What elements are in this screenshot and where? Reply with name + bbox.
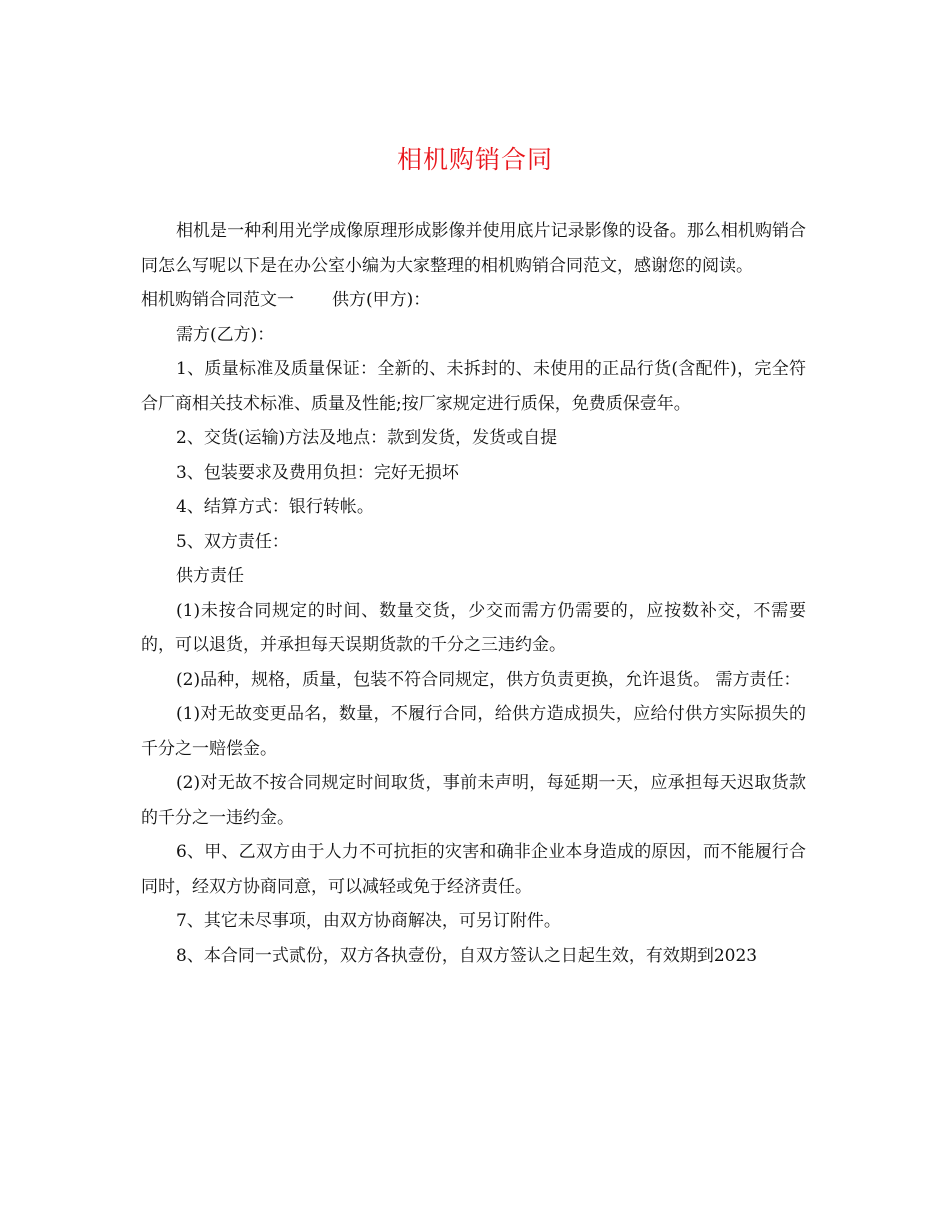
clause-4: 4、结算方式：银行转帐。 (176, 497, 374, 517)
supplier-duty-heading: 供方责任 (176, 566, 244, 586)
buyer-label: 需方(乙方)： (176, 324, 275, 345)
supplier-duty-2: (2)品种，规格，质量，包装不符合同规定，供方负责更换，允许退货。 需方责任： (176, 669, 801, 690)
intro-paragraph: 相机是一种利用光学成像原理形成影像并使用底片记录影像的设备。那么相机购销合同怎么写呢以下是在办公室小编为大家整理的相机购销合同范文，感谢您的阅读。 (141, 221, 806, 276)
clause-1: 1、质量标准及质量保证：全新的、未拆封的、未使用的正品行货(含配件)，完全符合厂商相关技术标准、质量及性能;按厂家规定进行质保，免费质保壹年。 (141, 359, 806, 414)
section-heading-line (141, 283, 806, 318)
supplier-duty-1: (1)未按合同规定的时间、数量交货，少交而需方仍需要的，应按数补交，不需要的，可以退货，并承担每天误期货款的千分之三违约金。 (141, 600, 806, 655)
clause-8: 8、本合同一式贰份，双方各执壹份，自双方签认之日起生效，有效期到2023 (176, 945, 758, 966)
section-heading: 相机购销合同范文一 (141, 290, 294, 310)
clause-3: 3、包装要求及费用负担：完好无损坏 (176, 462, 459, 483)
document-title: 相机购销合同 (396, 145, 553, 174)
clause-5: 5、双方责任： (176, 531, 289, 552)
buyer-duty-2: (2)对无故不按合同规定时间取货，事前未声明，每延期一天，应承担每天迟取货款的千分之一违约金。 (141, 773, 806, 828)
clause-2: 2、交货(运输)方法及地点：款到发货，发货或自提 (176, 428, 558, 448)
buyer-duty-1: (1)对无故变更品名，数量，不履行合同，给供方造成损失，应给付供方实际损失的千分之一赔偿金。 (141, 704, 806, 759)
clause-6: 6、甲、乙双方由于人力不可抗拒的灾害和确非企业本身造成的原因，而不能履行合同时，经双方协商同意，可以减轻或免于经济责任。 (141, 842, 806, 897)
clause-7: 7、其它未尽事项，由双方协商解决，可另订附件。 (176, 911, 561, 931)
supplier-label: 供方(甲方)： (332, 290, 431, 310)
document-body (141, 214, 806, 973)
